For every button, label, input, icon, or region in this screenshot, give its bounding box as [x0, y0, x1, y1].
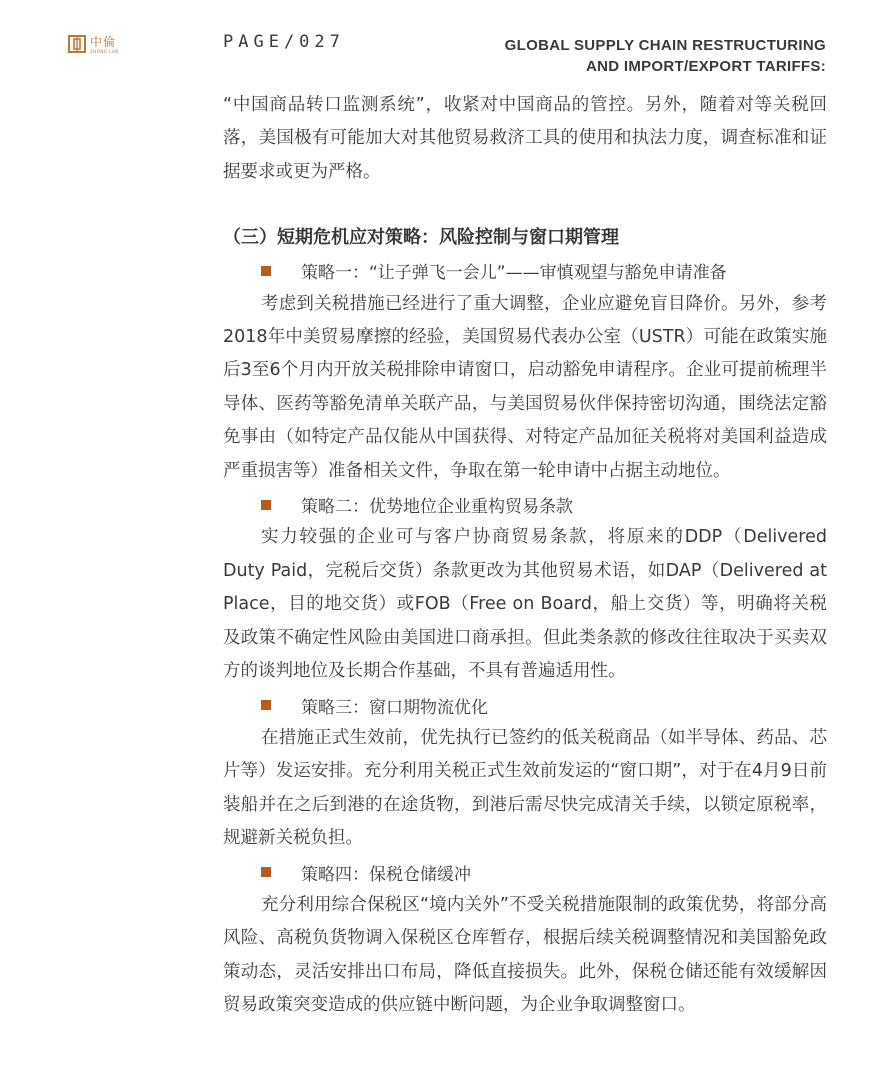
strategy-2-paragraph: 实力较强的企业可与客户协商贸易条款，将原来的DDP（Delivered Duty Paid，完税后交货）条款更改为其他贸易术语，如DAP（Delivered at Place，目的地交货）或FOB（Free on Board，船上交货）等，明确将关税及政策不确定性风险由美国进口商承担。但此类条款的修改往往取决于买卖双方的谈判地位及长期合作基础，不具有普遍适用性。 — [223, 527, 827, 682]
strategy-3-heading — [223, 688, 827, 721]
main-content — [223, 89, 827, 1023]
strategy-1-paragraph: 考虑到关税措施已经进行了重大调整，企业应避免盲目降价。另外，参考2018年中美贸易摩擦的经验，美国贸易代表办公室（USTR）可能在政策实施后3至6个月内开放关税排除申请窗口，启动豁免申请程序。企业可提前梳理半导体、医药等豁免清单关联产品，与美国贸易伙伴保持密切沟通，围绕法定豁免事由（如特定产品仅能从中国获得、对特定产品加征关税将对美国利益造成严重损害等）准备相关文件，争取在第一轮申请中占据主动地位。 — [223, 293, 827, 481]
logo-english-text: ZHONG LUN — [90, 49, 119, 54]
header-title-line-1: GLOBAL SUPPLY CHAIN RESTRUCTURING — [504, 37, 826, 54]
header-title-line-2: AND IMPORT/EXPORT TARIFFS: — [585, 58, 826, 75]
zhonglun-logo-mark-icon — [68, 35, 86, 53]
strategy-1-title: 策略一：“让子弹飞一会儿”——审慎观望与豁免申请准备 — [301, 263, 727, 284]
intro-paragraph: “中国商品转口监测系统”，收紧对中国商品的管控。另外，随着对等关税回落，美国极有可能加大对其他贸易救济工具的使用和执法力度，调查标准和证据要求或更为严格。 — [223, 95, 827, 182]
page-number: PAGE/027 — [223, 32, 345, 52]
square-bullet-icon — [261, 266, 271, 276]
strategy-3-paragraph: 在措施正式生效前，优先执行已签约的低关税商品（如半导体、药品、芯片等）发运安排。充分利用关税正式生效前发运的“窗口期”，对于在4月9日前装船并在之后到港的在途货物，到港后需尽快完成清关手续，以锁定原税率，规避新关税负担。 — [223, 727, 827, 849]
header-title — [505, 35, 826, 77]
strategy-4-title: 策略四：保税仓储缓冲 — [301, 864, 471, 885]
logo-chinese-text: 中倫 — [90, 35, 117, 49]
strategy-4-paragraph: 充分利用综合保税区“境内关外”不受关税措施限制的政策优势，将部分高风险、高税负货物调入保税区仓库暂存，根据后续关税调整情况和美国豁免政策动态，灵活安排出口布局，降低直接损失。此外，保税仓储还能有效缓解因贸易政策突变造成的供应链中断问题，为企业争取调整窗口。 — [223, 894, 827, 1016]
square-bullet-icon — [261, 867, 271, 877]
section-heading: （三）短期危机应对策略：风险控制与窗口期管理 — [223, 227, 619, 249]
strategy-1-heading — [223, 254, 827, 287]
strategy-2-title: 策略二：优势地位企业重构贸易条款 — [301, 497, 573, 518]
strategy-3-title: 策略三：窗口期物流优化 — [301, 697, 488, 718]
square-bullet-icon — [261, 500, 271, 510]
zhonglun-logo — [68, 35, 119, 54]
strategy-2-heading — [223, 488, 827, 521]
square-bullet-icon — [261, 700, 271, 710]
strategy-4-heading — [223, 855, 827, 888]
